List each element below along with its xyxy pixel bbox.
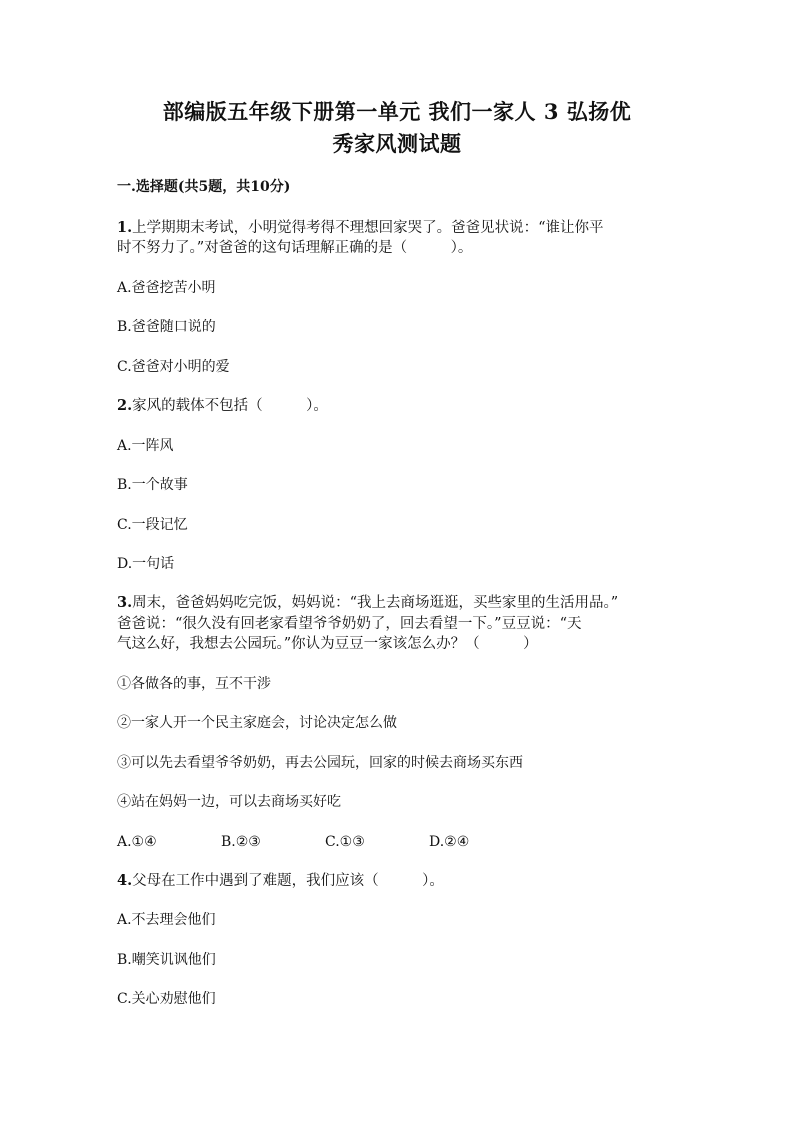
page-title-line-1: 部编版五年级下册第一单元 我们一家人 3 弘扬优 — [162, 99, 632, 124]
option-a: A.爸爸挖苦小明 — [117, 280, 216, 296]
question-number: 1. — [117, 219, 133, 236]
statement-1: ①各做各的事，互不干涉 — [117, 676, 271, 692]
option-c: C.关心劝慰他们 — [117, 991, 216, 1007]
page-title-line-2: 秀家风测试题 — [332, 131, 462, 156]
statement-4: ④站在妈妈一边，可以去商场买好吃 — [117, 794, 341, 810]
option-d: D.一句话 — [117, 556, 175, 572]
option-c: C.①③ — [325, 834, 365, 850]
question-4 — [117, 871, 677, 891]
option-d: D.②④ — [429, 834, 470, 850]
section-heading: 一.选择题(共5题，共10分) — [117, 179, 291, 195]
option-c: C.一段记忆 — [117, 517, 188, 533]
option-b: B.嘲笑讥讽他们 — [117, 952, 216, 968]
question-1 — [117, 218, 677, 238]
option-a: A.一阵风 — [117, 438, 174, 454]
question-3-line-3: 气这么好，我想去公园玩。”你认为豆豆一家该怎么办？（ ） — [117, 636, 538, 652]
question-2 — [117, 396, 677, 416]
question-text-line-1: 周末，爸爸妈妈吃完饭，妈妈说：“我上去商场逛逛，买些家里的生活用品。” — [132, 595, 619, 611]
option-b: B.②③ — [221, 834, 261, 850]
question-1-line-2: 时不努力了。”对爸爸的这句话理解正确的是（ ）。 — [117, 240, 473, 256]
question-number: 2. — [117, 397, 133, 414]
option-b: B.爸爸随口说的 — [117, 319, 216, 335]
option-a: A.不去理会他们 — [117, 912, 216, 928]
question-number: 4. — [117, 872, 133, 889]
question-text-line-1: 家风的载体不包括（ ）。 — [132, 398, 328, 414]
option-a: A.①④ — [117, 834, 157, 850]
option-c: C.爸爸对小明的爱 — [117, 359, 230, 375]
statement-3: ③可以先去看望爷爷奶奶，再去公园玩，回家的时候去商场买东西 — [117, 755, 523, 771]
question-3-line-2: 爸爸说：“很久没有回老家看望爷爷奶奶了，回去看望一下。”豆豆说：“天 — [117, 616, 582, 632]
question-3 — [117, 593, 677, 613]
question-number: 3. — [117, 594, 133, 611]
question-3-options — [117, 832, 469, 852]
question-text-line-1: 上学期期末考试，小明觉得考得不理想回家哭了。爸爸见状说：“谁让你平 — [132, 220, 604, 236]
option-b: B.一个故事 — [117, 477, 188, 493]
statement-2: ②一家人开一个民主家庭会，讨论决定怎么做 — [117, 715, 397, 731]
question-text-line-1: 父母在工作中遇到了难题，我们应该（ ）。 — [132, 873, 444, 889]
